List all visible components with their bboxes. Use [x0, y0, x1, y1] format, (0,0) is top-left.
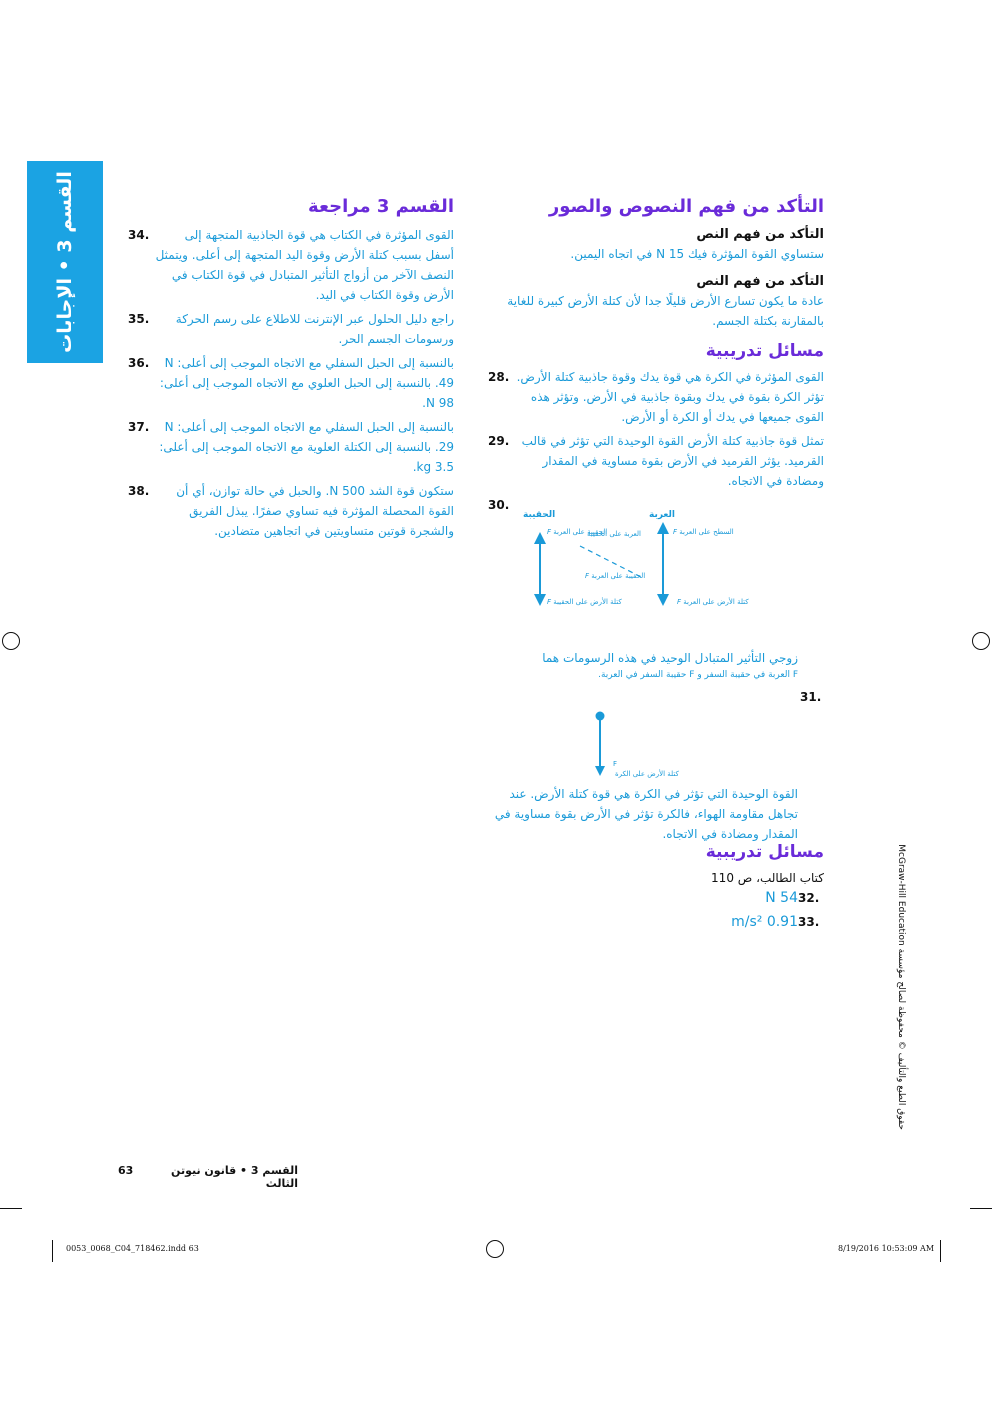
crop-mark: [940, 1240, 941, 1262]
answer-28-text: القوى المؤثرة في الكرة هي قوة يدك وقوة جاذبية كتلة الأرض. تؤثر الكرة بقوة في يدك وبقوة جاذبية في الأرض. وتؤثر هذه القوى جميعها في يدك أو الكرة أو الأرض.: [516, 370, 824, 424]
answer-37-number: 37.: [128, 420, 150, 434]
force-symbol: F: [547, 528, 552, 536]
answer-35: [128, 309, 454, 349]
answer-33-number: 33.: [798, 915, 820, 929]
force-label-text: كتلة الأرض على الحقيبة: [553, 598, 622, 606]
diagram-31-label: كتلة الأرض على الكرة: [615, 770, 679, 778]
answer-30-number: 30.: [488, 498, 510, 512]
answer-35-text: راجع دليل الحلول عبر الإنترنت للاطلاع على رسم الحركة ورسومات الجسم الحر.: [175, 312, 454, 346]
answer-38: [128, 481, 454, 541]
answer-34: [128, 225, 454, 305]
left-column: [128, 196, 454, 545]
answer-33-text: 0.91 m/s²: [731, 914, 798, 930]
diagram-30-right-title: العربة: [649, 510, 675, 520]
subheading-reading-check-2: التأكد من فهم النص: [696, 274, 824, 289]
practice-problems-heading-2: مسائل تدريبية: [705, 842, 824, 862]
practice-problems-heading-1: مسائل تدريبية: [705, 341, 824, 361]
force-label-top-mid: العربة على الحقيبة: [587, 530, 641, 538]
answer-38-text: ستكون قوة الشد N 500. والحبل في حالة توازن، أي أن القوة المحصلة المؤثرة فيه تساوي صفرًا. يبذل الفريق والشجرة قوتين متساويتين في اتجاهين متضادين.: [176, 484, 454, 538]
answer-37: [128, 417, 454, 477]
answer-36-text: بالنسبة إلى الحبل السفلي مع الاتجاه الموجب إلى أعلى: N 49. بالنسبة إلى الحبل العلوي مع الاتجاه الموجب إلى أعلى: N 98.: [159, 356, 454, 410]
indd-file-name: 0053_0068_C04_718462.indd 63: [66, 1244, 199, 1253]
registration-mark-bottom: [486, 1240, 504, 1258]
answer-28: [488, 367, 824, 427]
section-heading-reading-check: التأكد من فهم النصوص والصور: [548, 196, 824, 217]
answer-34-number: 34.: [128, 228, 150, 242]
answer-36: [128, 353, 454, 413]
interaction-pair-text: زوجي التأثير المتبادل الوحيد في هذه الرسومات هما: [542, 651, 798, 665]
force-label-text: الحقيبة على العربة: [553, 528, 608, 536]
answer-32-number: 32.: [798, 891, 820, 905]
crop-mark: [970, 1208, 992, 1209]
force-symbol: F: [677, 598, 682, 606]
student-book-reference: كتاب الطالب، ص 110: [711, 871, 824, 885]
force-label-text: الحقيبة على العربة: [591, 572, 646, 580]
diagram-30-left-title: الحقيبة: [523, 510, 556, 520]
answer-29: [488, 431, 824, 491]
reading-check-1-answer: ستساوي القوة المؤثرة فيك N 15 في اتجاه اليمين.: [570, 247, 824, 261]
force-symbol: F: [673, 528, 678, 536]
section-review-heading: القسم 3 مراجعة: [308, 196, 454, 217]
subheading-reading-check-1: التأكد من فهم النص: [696, 227, 824, 242]
answer-36-number: 36.: [128, 356, 150, 370]
page-footer: [118, 1164, 298, 1190]
print-timestamp: 8/19/2016 10:53:09 AM: [838, 1244, 935, 1253]
answer-35-number: 35.: [128, 312, 150, 326]
force-label-text: كتلة الأرض على العربة: [683, 598, 749, 606]
answer-32-text: 54 N: [765, 890, 798, 906]
free-body-diagram-30: [515, 508, 765, 618]
answer-29-text: تمثل قوة جاذبية كتلة الأرض القوة الوحيدة التي تؤثر في قالب القرميد. يؤثر القرميد في الأرض بقوة مساوية في المقدار ومضادة في الاتجاه.: [521, 434, 824, 488]
answer-31: [488, 784, 798, 844]
section-side-tab: [27, 161, 103, 363]
answer-37-text: بالنسبة إلى الحبل السفلي مع الاتجاه الموجب إلى أعلى: N 29. بالنسبة إلى الكتلة العلوية مع الاتجاه الموجب إلى أعلى: kg 3.5.: [159, 420, 454, 474]
ball-dot: [596, 712, 605, 721]
answer-33: [488, 912, 824, 932]
practice-problems-2: [488, 842, 824, 936]
answer-31-text: القوة الوحيدة التي تؤثر في الكرة هي قوة كتلة الأرض. عند تجاهل مقاومة الهواء، فالكرة تؤثر في الأرض بقوة مساوية في المقدار ومضادة في الاتجاه.: [494, 787, 798, 841]
diagram-31-svg: [585, 708, 625, 778]
force-symbol-31: F: [613, 760, 618, 768]
force-label-top-right: [673, 528, 734, 536]
answer-29-number: 29.: [488, 434, 510, 448]
crop-mark: [0, 1208, 22, 1209]
force-symbol: F: [547, 598, 552, 606]
force-label-bottom-right: [677, 598, 749, 606]
registration-mark-left: [2, 632, 20, 650]
answer-38-number: 38.: [128, 484, 150, 498]
reading-check-2-answer: عادة ما يكون تسارع الأرض قليلًا جدا لأن كتلة الأرض كبيرة للغاية بالمقارنة بكتلة الجسم.: [507, 294, 824, 328]
free-body-diagram-31: [585, 708, 725, 786]
copyright-text: حقوق الطبع والتأليف © محفوظة لصالح مؤسسة McGraw-Hill Education: [896, 844, 906, 1130]
answer-28-number: 28.: [488, 370, 510, 384]
answer-34-text: القوى المؤثرة في الكتاب هي قوة الجاذبية المتجهة إلى أسفل بسبب كتلة الأرض وقوة اليد المتجهة إلى أعلى. ويتمثل النصف الآخر من أزواج التأثير المتبادل في قوة الكتاب في الأرض وقوة الكتاب في اليد.: [155, 228, 454, 302]
answer-32: [488, 888, 824, 908]
right-column: [488, 196, 824, 519]
vertical-copyright: [892, 810, 910, 1130]
force-symbol: F: [585, 572, 590, 580]
force-label-text: السطح على العربة: [679, 528, 734, 536]
interaction-pair-note: [488, 648, 798, 682]
force-label-middle: [585, 572, 645, 580]
force-label-bottom-left: [547, 598, 622, 606]
page-number: 63: [118, 1164, 134, 1177]
footer-section-label: القسم 3 • قانون نيوتن الثالث: [171, 1164, 298, 1190]
gravity-arrowhead: [595, 766, 605, 776]
registration-mark-right: [972, 632, 990, 650]
side-tab-label: القسم 3 • الإجابات: [54, 171, 76, 353]
interaction-pair-subtext: F العربة في حقيبة السفر و F حقيبة السفر في العربة.: [598, 670, 798, 680]
answer-31-number: 31.: [800, 690, 822, 704]
crop-mark: [52, 1240, 53, 1262]
